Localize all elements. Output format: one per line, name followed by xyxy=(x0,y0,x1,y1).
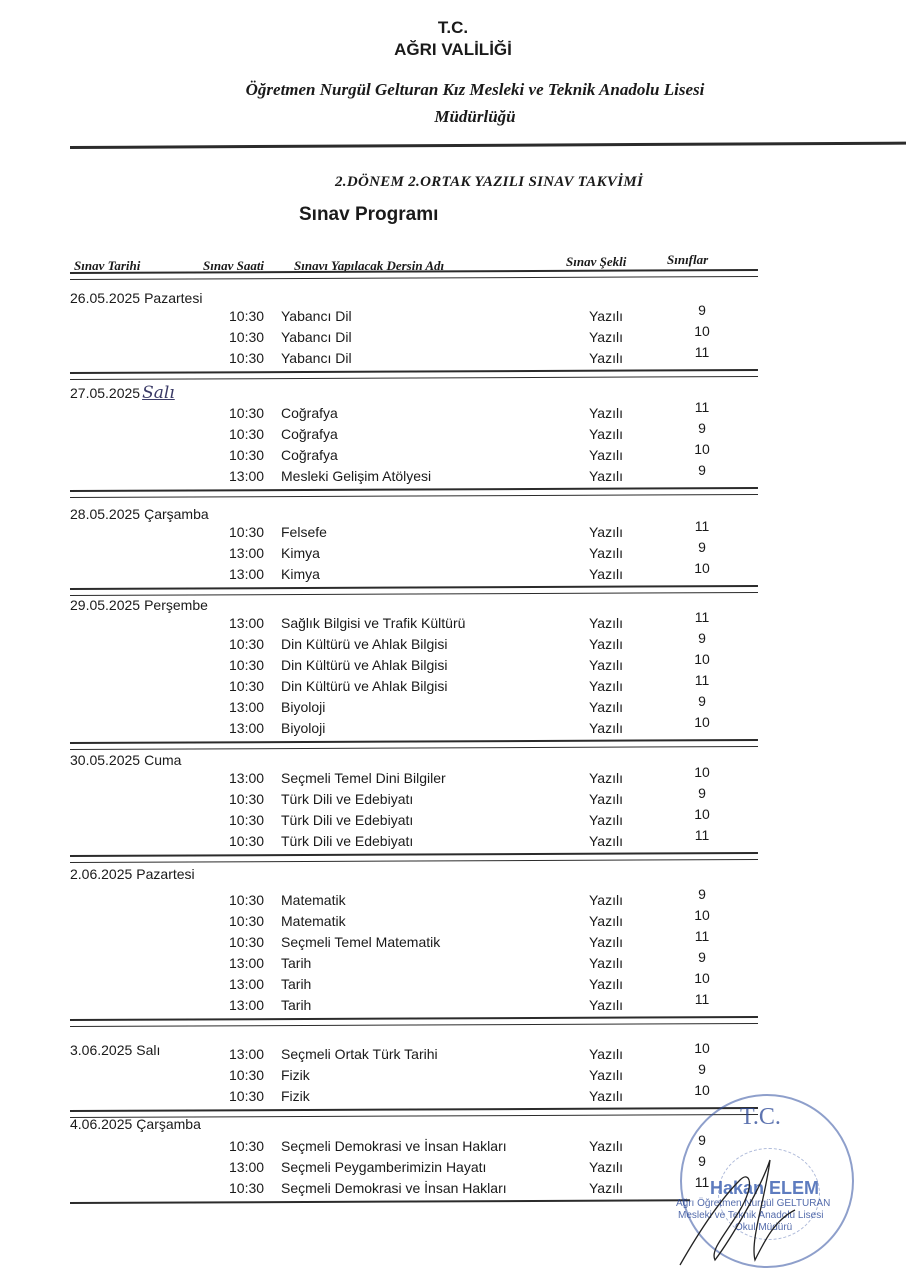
day-name: Cuma xyxy=(144,752,182,768)
exam-form: Yazılı xyxy=(589,812,623,828)
signer-name: Hakan ELEM xyxy=(710,1178,820,1198)
exam-class: 10 xyxy=(694,1040,710,1056)
exam-time: 13:00 xyxy=(229,720,265,736)
exam-course: Seçmeli Demokrasi ve İnsan Hakları xyxy=(281,1180,507,1196)
day-separator-rule xyxy=(70,585,758,596)
exam-form: Yazılı xyxy=(589,678,623,694)
exam-row xyxy=(0,420,906,447)
exam-row xyxy=(0,323,906,350)
date-value: 3.06.2025 xyxy=(70,1042,133,1058)
day-name: Salı xyxy=(142,383,175,403)
exam-course: Yabancı Dil xyxy=(281,308,352,324)
exam-class: 11 xyxy=(694,399,710,415)
exam-course: Seçmeli Temel Dini Bilgiler xyxy=(281,770,446,786)
exam-course: Seçmeli Peygamberimizin Hayatı xyxy=(281,1159,487,1175)
exam-row xyxy=(0,693,906,720)
exam-course: Tarih xyxy=(281,997,312,1013)
exam-class: 10 xyxy=(694,907,710,923)
exam-form: Yazılı xyxy=(589,524,623,540)
day-separator-rule xyxy=(70,1016,758,1027)
exam-row xyxy=(0,344,906,371)
exam-form: Yazılı xyxy=(589,934,623,950)
exam-form: Yazılı xyxy=(589,1138,623,1154)
exam-course: Seçmeli Ortak Türk Tarihi xyxy=(281,1046,438,1062)
signature-icon xyxy=(670,1140,810,1270)
day-name: Çarşamba xyxy=(136,1116,201,1132)
exam-course: Matematik xyxy=(281,892,346,908)
exam-time: 10:30 xyxy=(229,308,265,324)
exam-class: 10 xyxy=(694,764,710,780)
exam-course: Din Kültürü ve Ahlak Bilgisi xyxy=(281,678,448,694)
day-date xyxy=(70,506,209,522)
exam-course: Felsefe xyxy=(281,524,327,540)
exam-course: Tarih xyxy=(281,955,312,971)
exam-form: Yazılı xyxy=(589,770,623,786)
exam-form: Yazılı xyxy=(589,657,623,673)
exam-class: 10 xyxy=(694,441,710,457)
document-subtitle: Sınav Programı xyxy=(299,204,439,225)
exam-time: 10:30 xyxy=(229,1067,265,1083)
exam-form: Yazılı xyxy=(589,566,623,582)
exam-time: 10:30 xyxy=(229,636,265,652)
exam-class: 11 xyxy=(694,827,710,843)
exam-course: Yabancı Dil xyxy=(281,350,352,366)
exam-class: 11 xyxy=(694,344,710,360)
exam-time: 13:00 xyxy=(229,997,265,1013)
exam-course: Din Kültürü ve Ahlak Bilgisi xyxy=(281,636,448,652)
day-date xyxy=(70,290,202,306)
col-time: Sınav Saati xyxy=(203,258,265,273)
exam-time: 13:00 xyxy=(229,955,265,971)
date-value: 2.06.2025 xyxy=(70,866,133,882)
exam-time: 10:30 xyxy=(229,1180,265,1196)
exam-class: 10 xyxy=(694,1082,710,1098)
exam-time: 10:30 xyxy=(229,678,265,694)
day-separator-rule xyxy=(70,369,758,380)
exam-row xyxy=(0,462,906,489)
col-course: Sınavı Yapılacak Dersin Adı xyxy=(294,258,445,273)
exam-time: 10:30 xyxy=(229,524,265,540)
exam-course: Biyoloji xyxy=(281,699,326,715)
exam-form: Yazılı xyxy=(589,699,623,715)
exam-row xyxy=(0,907,906,934)
exam-form: Yazılı xyxy=(589,1067,623,1083)
date-value: 29.05.2025 xyxy=(70,597,141,613)
exam-row xyxy=(0,1061,906,1088)
governorship-heading: AĞRI VALİLİĞİ xyxy=(394,40,512,59)
day-name: Çarşamba xyxy=(144,506,209,522)
exam-class: 9 xyxy=(698,539,706,555)
exam-class: 9 xyxy=(698,420,706,436)
exam-form: Yazılı xyxy=(589,545,623,561)
day-name: Salı xyxy=(136,1042,161,1058)
stamp-line-3: Okul Müdürü xyxy=(735,1222,793,1233)
exam-row xyxy=(0,302,906,329)
exam-course: Coğrafya xyxy=(281,426,338,442)
day-separator-rule xyxy=(70,487,758,498)
exam-row xyxy=(0,399,906,426)
day-date xyxy=(70,752,181,768)
exam-time: 10:30 xyxy=(229,350,265,366)
exam-form: Yazılı xyxy=(589,997,623,1013)
stamp-emblem: T.C. xyxy=(740,1104,781,1130)
exam-time: 10:30 xyxy=(229,934,265,950)
exam-form: Yazılı xyxy=(589,468,623,484)
exam-time: 10:30 xyxy=(229,812,265,828)
exam-course: Coğrafya xyxy=(281,405,338,421)
exam-time: 10:30 xyxy=(229,426,265,442)
date-value: 30.05.2025 xyxy=(70,752,141,768)
exam-row xyxy=(0,518,906,545)
exam-time: 13:00 xyxy=(229,770,265,786)
exam-course: Türk Dili ve Edebiyatı xyxy=(281,812,414,828)
exam-form: Yazılı xyxy=(589,329,623,345)
exam-row xyxy=(0,672,906,699)
exam-time: 13:00 xyxy=(229,1159,265,1175)
exam-form: Yazılı xyxy=(589,1180,623,1196)
exam-form: Yazılı xyxy=(589,636,623,652)
exam-time: 10:30 xyxy=(229,913,265,929)
exam-form: Yazılı xyxy=(589,426,623,442)
exam-class: 9 xyxy=(698,1132,706,1148)
exam-form: Yazılı xyxy=(589,913,623,929)
day-separator-rule xyxy=(70,852,758,863)
date-value: 26.05.2025 xyxy=(70,290,141,306)
exam-class: 9 xyxy=(698,630,706,646)
exam-row xyxy=(0,970,906,997)
exam-form: Yazılı xyxy=(589,405,623,421)
exam-course: Kimya xyxy=(281,566,320,582)
school-name: Öğretmen Nurgül Gelturan Kız Mesleki ve Teknik Anadolu Lisesi xyxy=(245,80,705,99)
day-date xyxy=(70,866,195,882)
exam-form: Yazılı xyxy=(589,791,623,807)
exam-class: 9 xyxy=(698,1061,706,1077)
exam-class: 9 xyxy=(698,785,706,801)
state-heading: T.C. xyxy=(437,18,469,37)
day-name: Pazartesi xyxy=(144,290,203,306)
col-form: Sınav Şekli xyxy=(566,254,627,269)
exam-time: 10:30 xyxy=(229,833,265,849)
exam-row xyxy=(0,886,906,913)
exam-form: Yazılı xyxy=(589,892,623,908)
exam-row xyxy=(0,928,906,955)
exam-class: 9 xyxy=(698,462,706,478)
exam-course: Din Kültürü ve Ahlak Bilgisi xyxy=(281,657,448,673)
exam-course: Matematik xyxy=(281,913,346,929)
exam-time: 13:00 xyxy=(229,468,265,484)
exam-time: 13:00 xyxy=(229,976,265,992)
stamp-line-1: Ağrı Öğretmen Nurgül GELTURAN xyxy=(676,1198,831,1209)
exam-time: 10:30 xyxy=(229,405,265,421)
exam-form: Yazılı xyxy=(589,1046,623,1062)
exam-row xyxy=(0,609,906,636)
exam-row xyxy=(0,949,906,976)
exam-class: 10 xyxy=(694,970,710,986)
exam-class: 9 xyxy=(698,693,706,709)
exam-class: 10 xyxy=(694,806,710,822)
exam-course: Türk Dili ve Edebiyatı xyxy=(281,791,414,807)
col-date: Sınav Tarihi xyxy=(74,258,141,273)
exam-time: 10:30 xyxy=(229,1088,265,1104)
exam-course: Tarih xyxy=(281,976,312,992)
exam-course: Mesleki Gelişim Atölyesi xyxy=(281,468,432,484)
date-value: 28.05.2025 xyxy=(70,506,141,522)
exam-course: Biyoloji xyxy=(281,720,326,736)
exam-form: Yazılı xyxy=(589,720,623,736)
exam-course: Yabancı Dil xyxy=(281,329,352,345)
exam-row xyxy=(0,651,906,678)
exam-course: Seçmeli Demokrasi ve İnsan Hakları xyxy=(281,1138,507,1154)
day-date xyxy=(70,383,175,403)
exam-time: 10:30 xyxy=(229,791,265,807)
exam-class: 11 xyxy=(694,609,710,625)
exam-course: Coğrafya xyxy=(281,447,338,463)
stamp-line-2: Mesleki ve Teknik Anadolu Lisesi xyxy=(678,1210,824,1221)
exam-class: 11 xyxy=(694,1174,710,1190)
exam-class: 10 xyxy=(694,651,710,667)
exam-class: 10 xyxy=(694,323,710,339)
document-title: 2.DÖNEM 2.ORTAK YAZILI SINAV TAKVİMİ xyxy=(335,174,644,190)
exam-time: 13:00 xyxy=(229,699,265,715)
exam-course: Seçmeli Temel Matematik xyxy=(281,934,441,950)
exam-time: 13:00 xyxy=(229,1046,265,1062)
exam-row xyxy=(0,560,906,587)
day-name: Pazartesi xyxy=(136,866,195,882)
exam-form: Yazılı xyxy=(589,955,623,971)
exam-row xyxy=(0,827,906,854)
exam-class: 11 xyxy=(694,991,710,1007)
exam-form: Yazılı xyxy=(589,447,623,463)
day-separator-rule xyxy=(70,1199,690,1209)
day-date xyxy=(70,1116,201,1132)
exam-row xyxy=(0,991,906,1018)
exam-row xyxy=(0,764,906,791)
exam-class: 9 xyxy=(698,302,706,318)
exam-row xyxy=(0,714,906,741)
exam-row xyxy=(0,1040,906,1067)
exam-form: Yazılı xyxy=(589,615,623,631)
exam-time: 10:30 xyxy=(229,657,265,673)
exam-time: 13:00 xyxy=(229,615,265,631)
exam-class: 9 xyxy=(698,949,706,965)
exam-time: 10:30 xyxy=(229,1138,265,1154)
header-double-rule xyxy=(70,269,758,280)
day-name: Perşembe xyxy=(144,597,208,613)
exam-time: 13:00 xyxy=(229,566,265,582)
exam-form: Yazılı xyxy=(589,833,623,849)
exam-time: 10:30 xyxy=(229,892,265,908)
exam-row xyxy=(0,539,906,566)
exam-form: Yazılı xyxy=(589,1088,623,1104)
exam-course: Kimya xyxy=(281,545,320,561)
exam-class: 9 xyxy=(698,1153,706,1169)
exam-course: Fizik xyxy=(281,1067,310,1083)
exam-class: 11 xyxy=(694,518,710,534)
exam-class: 11 xyxy=(694,928,710,944)
exam-time: 10:30 xyxy=(229,447,265,463)
date-value: 27.05.2025 xyxy=(70,385,141,401)
exam-form: Yazılı xyxy=(589,1159,623,1175)
exam-form: Yazılı xyxy=(589,350,623,366)
exam-class: 10 xyxy=(694,560,710,576)
exam-row xyxy=(0,806,906,833)
exam-course: Fizik xyxy=(281,1088,310,1104)
exam-time: 13:00 xyxy=(229,545,265,561)
exam-form: Yazılı xyxy=(589,308,623,324)
exam-row xyxy=(0,785,906,812)
date-value: 4.06.2025 xyxy=(70,1116,133,1132)
directorate: Müdürlüğü xyxy=(434,107,516,126)
exam-course: Sağlık Bilgisi ve Trafik Kültürü xyxy=(281,615,466,631)
exam-form: Yazılı xyxy=(589,976,623,992)
day-date xyxy=(70,597,208,613)
exam-row xyxy=(0,441,906,468)
col-classes: Sınıflar xyxy=(667,252,709,267)
exam-course: Türk Dili ve Edebiyatı xyxy=(281,833,414,849)
exam-class: 9 xyxy=(698,886,706,902)
day-separator-rule xyxy=(70,739,758,750)
exam-class: 11 xyxy=(694,672,710,688)
header-rule xyxy=(70,142,906,149)
exam-row xyxy=(0,630,906,657)
exam-class: 10 xyxy=(694,714,710,730)
exam-time: 10:30 xyxy=(229,329,265,345)
